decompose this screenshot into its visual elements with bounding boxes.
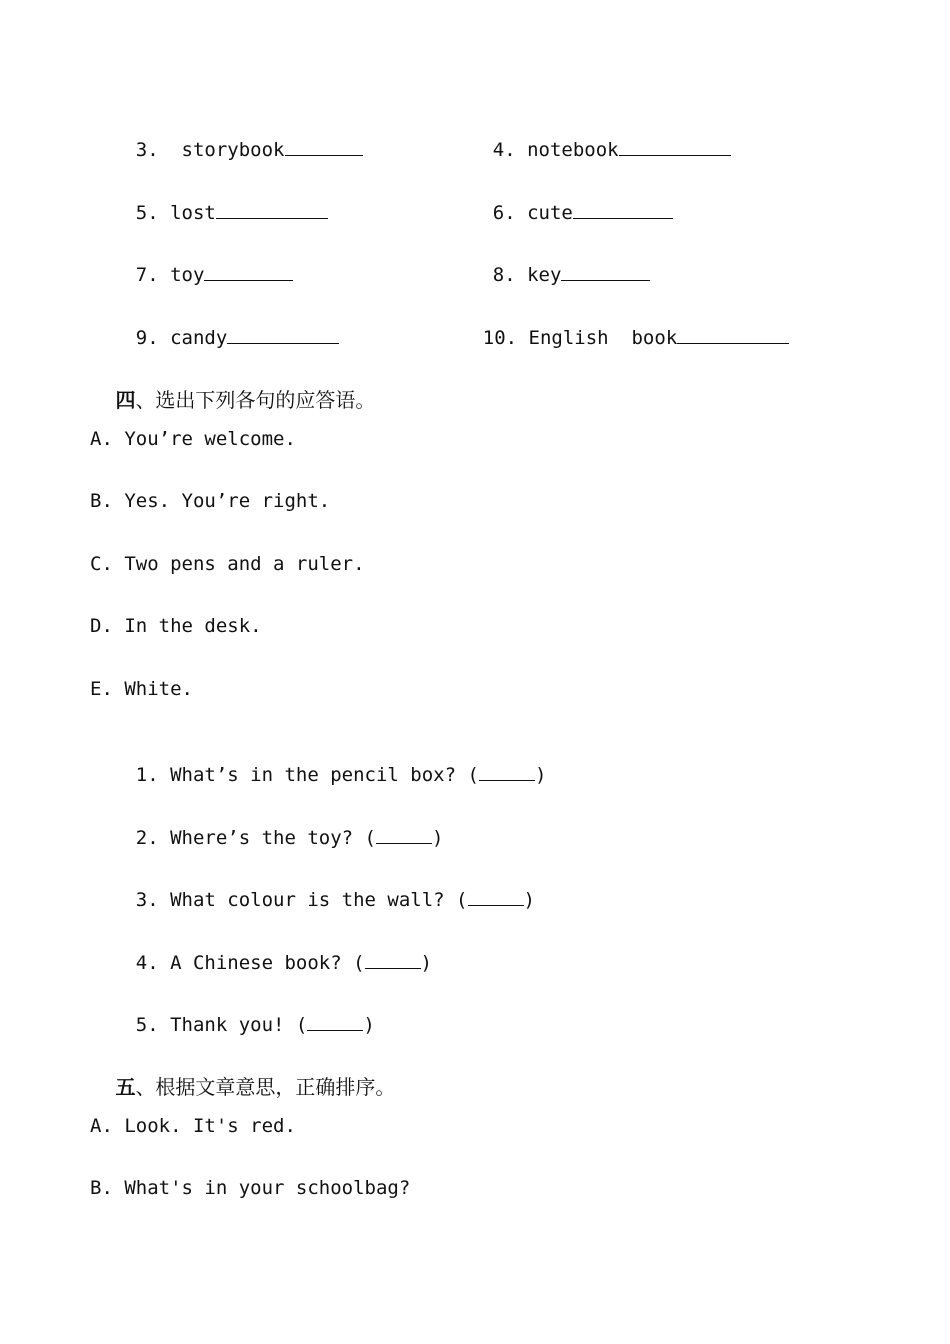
vocab-word: key: [527, 264, 562, 286]
answer-blank[interactable]: [573, 201, 673, 219]
vocab-word: cute: [527, 202, 573, 224]
answer-blank[interactable]: [479, 763, 535, 781]
answer-blank[interactable]: [227, 326, 339, 344]
answer-blank[interactable]: [619, 138, 731, 156]
item-number: 5.: [135, 202, 159, 224]
answer-blank[interactable]: [677, 326, 789, 344]
section-number: 五: [115, 1075, 136, 1099]
vocab-word: toy: [170, 264, 205, 286]
item-number: 8.: [492, 264, 516, 286]
answer-blank[interactable]: [216, 201, 328, 219]
item-number: 9.: [135, 327, 159, 349]
close-paren: ): [534, 764, 547, 786]
section-title: 、根据文章意思，正确排序。: [135, 1075, 396, 1099]
section-4-heading: [90, 364, 375, 436]
question-text: 5. Thank you! (: [135, 1014, 308, 1036]
option-b: B. Yes. You’re right.: [90, 490, 331, 512]
section-5-heading: [90, 1051, 395, 1123]
vocab-word: lost: [170, 202, 216, 224]
vocab-item-7: [90, 239, 293, 311]
option-d: D. In the desk.: [90, 615, 262, 637]
option-c: C. Two pens and a ruler.: [90, 553, 365, 575]
answer-blank[interactable]: [204, 263, 293, 281]
answer-blank[interactable]: [468, 888, 524, 906]
section-title: 、选出下列各句的应答语。: [135, 388, 376, 412]
vocab-item-4: [447, 114, 731, 186]
close-paren: ): [420, 952, 432, 974]
question-text: 2. Where’s the toy? (: [135, 827, 376, 849]
vocab-word: English book: [528, 327, 678, 349]
answer-blank[interactable]: [376, 826, 432, 844]
question-1: [90, 739, 546, 811]
vocab-item-3: [90, 114, 363, 186]
answer-blank[interactable]: [365, 951, 421, 969]
answer-blank[interactable]: [561, 263, 650, 281]
vocab-item-10: [437, 302, 789, 374]
vocab-word: notebook: [527, 139, 619, 161]
vocab-word: candy: [170, 327, 228, 349]
item-number: 7.: [135, 264, 159, 286]
close-paren: ): [523, 889, 535, 911]
question-text: 3. What colour is the wall? (: [135, 889, 468, 911]
item-number: 3.: [135, 139, 159, 161]
section-number: 四: [115, 388, 136, 412]
question-text: 4. A Chinese book? (: [135, 952, 365, 974]
question-text: 1. What’s in the pencil box? (: [135, 764, 479, 786]
answer-blank[interactable]: [307, 1013, 363, 1031]
sentence-b: B. What's in your schoolbag?: [90, 1177, 411, 1199]
option-a: A. You’re welcome.: [90, 428, 296, 450]
item-number: 10.: [482, 327, 518, 349]
close-paren: ): [363, 1014, 375, 1036]
item-number: 4.: [492, 139, 516, 161]
item-number: 6.: [492, 202, 516, 224]
sentence-a: A. Look. It's red.: [90, 1115, 296, 1137]
option-e: E. White.: [90, 678, 193, 700]
vocab-word: storybook: [181, 139, 285, 161]
close-paren: ): [431, 827, 444, 849]
question-3: [90, 864, 535, 936]
answer-blank[interactable]: [285, 138, 363, 156]
vocab-item-8: [447, 239, 650, 311]
